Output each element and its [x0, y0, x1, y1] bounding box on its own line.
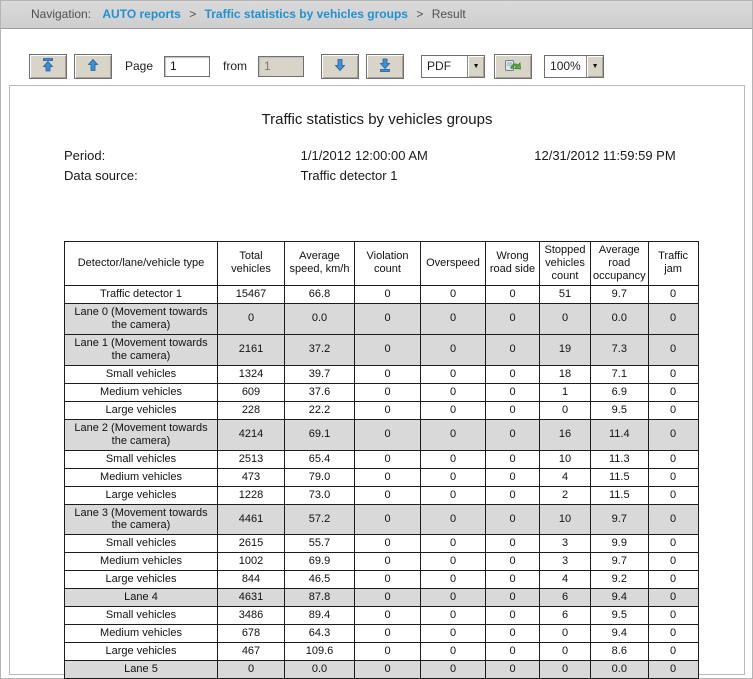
table-row	[65, 607, 699, 625]
cell-value: 57.2	[285, 504, 355, 535]
breadcrumb	[1, 1, 752, 29]
cell-value: 467	[218, 643, 285, 661]
cell-value: 0.0	[591, 661, 649, 679]
period-start: 1/1/2012 12:00:00 AM	[300, 148, 428, 163]
cell-value: 678	[218, 625, 285, 643]
arrow-down-to-line-icon	[377, 57, 393, 76]
cell-value: 0	[355, 504, 421, 535]
cell-value: 0	[648, 607, 698, 625]
cell-value: 0	[355, 419, 421, 450]
table-row	[65, 303, 699, 334]
cell-value: 0	[648, 285, 698, 303]
table-row	[65, 468, 699, 486]
arrow-up-to-line-icon	[40, 57, 56, 76]
cell-value: 22.2	[285, 401, 355, 419]
column-header: Average road occupancy	[591, 242, 649, 286]
cell-value: 6	[540, 607, 591, 625]
cell-value: 6.9	[591, 383, 649, 401]
row-label: Small vehicles	[65, 365, 218, 383]
cell-value: 109.6	[285, 643, 355, 661]
row-label: Lane 1 (Movement towards the camera)	[65, 334, 218, 365]
cell-value: 0	[355, 571, 421, 589]
cell-value: 9.5	[591, 607, 649, 625]
cell-value: 0	[648, 468, 698, 486]
cell-value: 0	[648, 553, 698, 571]
cell-value: 64.3	[285, 625, 355, 643]
cell-value: 609	[218, 383, 285, 401]
cell-value: 0	[421, 661, 486, 679]
total-pages-field	[258, 56, 304, 77]
cell-value: 0	[648, 365, 698, 383]
cell-value: 0	[218, 661, 285, 679]
cell-value: 87.8	[285, 589, 355, 607]
table-row	[65, 661, 699, 679]
period-end: 12/31/2012 11:59:59 PM	[534, 148, 676, 163]
cell-value: 0	[648, 504, 698, 535]
row-label: Small vehicles	[65, 607, 218, 625]
arrow-down-icon	[332, 57, 348, 76]
cell-value: 8.6	[591, 643, 649, 661]
cell-value: 0	[648, 450, 698, 468]
cell-value: 0	[486, 401, 540, 419]
cell-value: 18	[540, 365, 591, 383]
cell-value: 0	[355, 589, 421, 607]
export-icon	[504, 57, 522, 76]
column-header: Overspeed	[421, 242, 486, 286]
export-button[interactable]	[494, 54, 532, 79]
cell-value: 0	[648, 401, 698, 419]
arrow-up-icon	[85, 57, 101, 76]
cell-value: 0	[421, 285, 486, 303]
cell-value: 9.9	[591, 535, 649, 553]
next-page-button[interactable]	[321, 54, 359, 79]
cell-value: 0	[486, 365, 540, 383]
cell-value: 0	[421, 450, 486, 468]
cell-value: 0	[486, 661, 540, 679]
cell-value: 0	[540, 643, 591, 661]
cell-value: 0	[648, 486, 698, 504]
cell-value: 11.5	[591, 468, 649, 486]
table-row	[65, 535, 699, 553]
row-label: Small vehicles	[65, 535, 218, 553]
cell-value: 1	[540, 383, 591, 401]
cell-value: 65.4	[285, 450, 355, 468]
cell-value: 0	[648, 571, 698, 589]
cell-value: 1228	[218, 486, 285, 504]
table-row	[65, 625, 699, 643]
cell-value: 11.3	[591, 450, 649, 468]
cell-value: 2	[540, 486, 591, 504]
table-row	[65, 419, 699, 450]
cell-value: 7.3	[591, 334, 649, 365]
cell-value: 1324	[218, 365, 285, 383]
report-title: Traffic statistics by vehicles groups	[261, 111, 493, 128]
cell-value: 0	[421, 365, 486, 383]
column-header: Average speed, km/h	[285, 242, 355, 286]
cell-value: 0	[486, 607, 540, 625]
table-row	[65, 365, 699, 383]
column-header: Traffic jam	[648, 242, 698, 286]
report-panel	[9, 85, 745, 675]
cell-value: 0.0	[285, 661, 355, 679]
cell-value: 0	[486, 589, 540, 607]
cell-value: 7.1	[591, 365, 649, 383]
cell-value: 0	[486, 468, 540, 486]
cell-value: 0	[648, 383, 698, 401]
cell-value: 0	[355, 401, 421, 419]
breadcrumb-current: Result	[431, 7, 466, 21]
statistics-table	[64, 241, 699, 679]
page-label: Page	[125, 59, 154, 73]
report-toolbar	[29, 53, 604, 79]
cell-value: 0	[421, 401, 486, 419]
zoom-level-value: 100%	[550, 59, 581, 73]
cell-value: 4	[540, 571, 591, 589]
cell-value: 0	[355, 450, 421, 468]
cell-value: 9.2	[591, 571, 649, 589]
cell-value: 0	[486, 625, 540, 643]
breadcrumb-separator: >	[189, 7, 197, 21]
cell-value: 11.4	[591, 419, 649, 450]
cell-value: 0	[486, 643, 540, 661]
row-label: Large vehicles	[65, 486, 218, 504]
from-label: from	[223, 59, 248, 73]
row-label: Medium vehicles	[65, 625, 218, 643]
export-format-value: PDF	[427, 59, 452, 73]
cell-value: 0	[486, 450, 540, 468]
cell-value: 0	[486, 535, 540, 553]
cell-value: 16	[540, 419, 591, 450]
table-row	[65, 383, 699, 401]
cell-value: 37.2	[285, 334, 355, 365]
cell-value: 2161	[218, 334, 285, 365]
cell-value: 0.0	[591, 303, 649, 334]
table-row	[65, 553, 699, 571]
row-label: Lane 2 (Movement towards the camera)	[65, 419, 218, 450]
table-row	[65, 285, 699, 303]
table-row	[65, 504, 699, 535]
period-label: Period:	[64, 148, 106, 163]
cell-value: 55.7	[285, 535, 355, 553]
cell-value: 228	[218, 401, 285, 419]
last-page-button[interactable]	[366, 54, 404, 79]
cell-value: 0	[648, 303, 698, 334]
cell-value: 0	[355, 365, 421, 383]
cell-value: 9.4	[591, 589, 649, 607]
breadcrumb-link-traffic-statistics[interactable]: Traffic statistics by vehicles groups	[204, 7, 408, 21]
cell-value: 37.6	[285, 383, 355, 401]
export-format-select[interactable]	[421, 55, 485, 78]
cell-value: 3	[540, 553, 591, 571]
cell-value: 69.9	[285, 553, 355, 571]
cell-value: 0	[218, 303, 285, 334]
column-header: Stopped vehicles count	[540, 242, 591, 286]
cell-value: 0	[540, 661, 591, 679]
table-row	[65, 571, 699, 589]
cell-value: 0	[355, 303, 421, 334]
cell-value: 0	[540, 401, 591, 419]
cell-value: 0	[486, 285, 540, 303]
cell-value: 66.8	[285, 285, 355, 303]
row-label: Lane 3 (Movement towards the camera)	[65, 504, 218, 535]
cell-value: 0	[355, 553, 421, 571]
cell-value: 69.1	[285, 419, 355, 450]
cell-value: 0	[421, 419, 486, 450]
cell-value: 0	[421, 571, 486, 589]
cell-value: 844	[218, 571, 285, 589]
cell-value: 9.7	[591, 553, 649, 571]
data-source-label: Data source:	[64, 168, 138, 183]
cell-value: 4631	[218, 589, 285, 607]
table-row	[65, 643, 699, 661]
data-source-value: Traffic detector 1	[300, 168, 398, 183]
row-label: Large vehicles	[65, 571, 218, 589]
cell-value: 19	[540, 334, 591, 365]
cell-value: 10	[540, 450, 591, 468]
cell-value: 73.0	[285, 486, 355, 504]
cell-value: 39.7	[285, 365, 355, 383]
row-label: Large vehicles	[65, 643, 218, 661]
report-meta	[64, 146, 676, 186]
cell-value: 0	[486, 419, 540, 450]
cell-value: 0	[421, 643, 486, 661]
table-row	[65, 589, 699, 607]
table-row	[65, 486, 699, 504]
row-label: Medium vehicles	[65, 383, 218, 401]
table-header-row	[65, 242, 699, 286]
cell-value: 0	[486, 486, 540, 504]
table-row	[65, 450, 699, 468]
cell-value: 15467	[218, 285, 285, 303]
cell-value: 0	[421, 535, 486, 553]
cell-value: 0	[540, 625, 591, 643]
period-row	[64, 146, 676, 166]
cell-value: 0	[421, 468, 486, 486]
cell-value: 0	[421, 303, 486, 334]
table-row	[65, 334, 699, 365]
cell-value: 0	[486, 553, 540, 571]
cell-value: 0	[648, 334, 698, 365]
cell-value: 0	[648, 535, 698, 553]
row-label: Medium vehicles	[65, 468, 218, 486]
cell-value: 0	[540, 303, 591, 334]
cell-value: 0	[486, 383, 540, 401]
cell-value: 0	[421, 486, 486, 504]
cell-value: 4214	[218, 419, 285, 450]
prev-page-button[interactable]	[74, 54, 112, 79]
cell-value: 0	[355, 625, 421, 643]
cell-value: 4	[540, 468, 591, 486]
cell-value: 0	[355, 285, 421, 303]
cell-value: 0	[355, 383, 421, 401]
cell-value: 9.7	[591, 504, 649, 535]
data-source-row	[64, 166, 676, 186]
column-header: Total vehicles	[218, 242, 285, 286]
cell-value: 0	[486, 334, 540, 365]
cell-value: 10	[540, 504, 591, 535]
row-label: Large vehicles	[65, 401, 218, 419]
cell-value: 0	[421, 589, 486, 607]
column-header: Violation count	[355, 242, 421, 286]
first-page-button[interactable]	[29, 54, 67, 79]
column-header: Detector/lane/vehicle type	[65, 242, 218, 286]
cell-value: 0	[355, 661, 421, 679]
cell-value: 51	[540, 285, 591, 303]
cell-value: 0	[486, 303, 540, 334]
cell-value: 0	[421, 625, 486, 643]
breadcrumb-separator: >	[416, 7, 424, 21]
cell-value: 3	[540, 535, 591, 553]
row-label: Small vehicles	[65, 450, 218, 468]
row-label: Traffic detector 1	[65, 285, 218, 303]
column-header: Wrong road side	[486, 242, 540, 286]
row-label: Medium vehicles	[65, 553, 218, 571]
table-body	[65, 285, 699, 678]
cell-value: 4461	[218, 504, 285, 535]
row-label: Lane 5	[65, 661, 218, 679]
cell-value: 3486	[218, 607, 285, 625]
cell-value: 89.4	[285, 607, 355, 625]
cell-value: 9.5	[591, 401, 649, 419]
cell-value: 0	[355, 535, 421, 553]
chevron-down-icon[interactable]: ▼	[467, 56, 484, 77]
cell-value: 0	[486, 571, 540, 589]
cell-value: 79.0	[285, 468, 355, 486]
chevron-down-icon[interactable]: ▼	[586, 56, 603, 77]
cell-value: 0	[421, 607, 486, 625]
row-label: Lane 0 (Movement towards the camera)	[65, 303, 218, 334]
cell-value: 0	[355, 486, 421, 504]
cell-value: 0	[648, 625, 698, 643]
cell-value: 0	[421, 334, 486, 365]
cell-value: 2513	[218, 450, 285, 468]
cell-value: 0	[421, 504, 486, 535]
cell-value: 0	[355, 468, 421, 486]
cell-value: 0	[355, 334, 421, 365]
cell-value: 0	[355, 643, 421, 661]
cell-value: 9.7	[591, 285, 649, 303]
row-label: Lane 4	[65, 589, 218, 607]
breadcrumb-link-auto-reports[interactable]: AUTO reports	[102, 7, 181, 21]
cell-value: 9.4	[591, 625, 649, 643]
cell-value: 473	[218, 468, 285, 486]
cell-value: 0	[421, 553, 486, 571]
breadcrumb-label: Navigation:	[31, 7, 92, 21]
page-input[interactable]	[164, 56, 210, 77]
cell-value: 0	[648, 643, 698, 661]
table-row	[65, 401, 699, 419]
cell-value: 1002	[218, 553, 285, 571]
cell-value: 0	[355, 607, 421, 625]
cell-value: 2615	[218, 535, 285, 553]
cell-value: 0	[486, 504, 540, 535]
cell-value: 0	[648, 589, 698, 607]
cell-value: 11.5	[591, 486, 649, 504]
cell-value: 0	[648, 661, 698, 679]
cell-value: 0.0	[285, 303, 355, 334]
cell-value: 6	[540, 589, 591, 607]
cell-value: 0	[648, 419, 698, 450]
zoom-level-select[interactable]	[544, 55, 604, 78]
cell-value: 46.5	[285, 571, 355, 589]
cell-value: 0	[421, 383, 486, 401]
